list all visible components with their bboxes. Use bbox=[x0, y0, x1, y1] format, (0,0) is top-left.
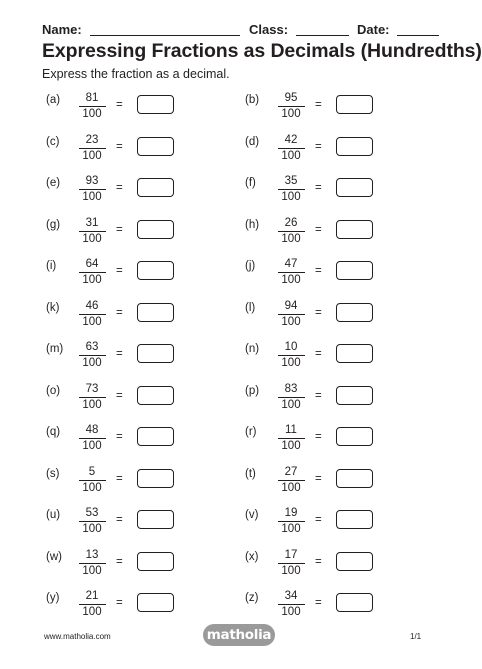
fraction bbox=[75, 466, 109, 495]
fraction bbox=[75, 424, 109, 453]
equals-sign: = bbox=[116, 182, 123, 194]
instruction-text: Express the fraction as a decimal. bbox=[42, 67, 230, 81]
equals-sign: = bbox=[116, 514, 123, 526]
equals-sign: = bbox=[315, 597, 322, 609]
fraction bbox=[75, 92, 109, 121]
answer-box[interactable] bbox=[137, 552, 174, 571]
fraction-denominator: 100 bbox=[82, 357, 102, 369]
equals-sign: = bbox=[315, 514, 322, 526]
fraction-bar bbox=[278, 355, 305, 356]
answer-box[interactable] bbox=[137, 303, 174, 322]
equals-sign: = bbox=[315, 555, 322, 568]
question-item bbox=[245, 341, 405, 375]
date-field[interactable] bbox=[397, 35, 439, 36]
question-label: (m) bbox=[46, 343, 64, 355]
question-item bbox=[46, 424, 206, 458]
fraction-bar bbox=[278, 231, 305, 232]
question-item bbox=[245, 590, 405, 624]
fraction-denominator: 100 bbox=[281, 523, 301, 535]
fraction-bar bbox=[278, 563, 305, 564]
equals-sign: = bbox=[116, 223, 123, 236]
equals-sign: = bbox=[116, 99, 123, 111]
answer-box[interactable] bbox=[336, 386, 373, 405]
question-label: (s) bbox=[46, 467, 60, 480]
fraction bbox=[274, 549, 308, 578]
fraction-denominator: 100 bbox=[82, 232, 102, 245]
fraction-numerator: 47 bbox=[284, 258, 298, 270]
fraction-denominator: 100 bbox=[82, 191, 102, 203]
answer-box[interactable] bbox=[336, 220, 373, 239]
fraction-denominator: 100 bbox=[281, 149, 301, 162]
question-item bbox=[46, 258, 206, 292]
fraction-bar bbox=[79, 231, 106, 232]
question-label: (k) bbox=[46, 301, 60, 314]
question-item bbox=[245, 466, 405, 500]
fraction-numerator: 21 bbox=[85, 590, 99, 602]
fraction-bar bbox=[79, 397, 106, 398]
fraction-denominator: 100 bbox=[82, 108, 102, 120]
fraction-numerator: 81 bbox=[85, 92, 99, 104]
question-item bbox=[245, 383, 405, 417]
fraction-bar bbox=[79, 189, 106, 190]
fraction-bar bbox=[79, 438, 106, 439]
fraction-denominator: 100 bbox=[281, 357, 301, 369]
answer-box[interactable] bbox=[336, 178, 373, 197]
question-item bbox=[245, 217, 405, 251]
fraction-bar bbox=[79, 148, 106, 149]
question-label: (w) bbox=[46, 550, 62, 563]
question-label: (y) bbox=[46, 592, 60, 604]
footer-url: www.matholia.com bbox=[44, 632, 111, 641]
question-item bbox=[245, 175, 405, 209]
fraction-numerator: 48 bbox=[85, 424, 99, 436]
fraction bbox=[274, 258, 308, 287]
equals-sign: = bbox=[116, 140, 123, 153]
question-item bbox=[46, 300, 206, 334]
answer-box[interactable] bbox=[137, 386, 174, 405]
fraction-numerator: 46 bbox=[85, 299, 99, 312]
fraction-denominator: 100 bbox=[82, 523, 102, 535]
fraction bbox=[75, 383, 109, 412]
question-label: (o) bbox=[46, 384, 61, 397]
fraction-denominator: 100 bbox=[281, 191, 301, 203]
fraction-bar bbox=[278, 106, 305, 107]
question-label: (t) bbox=[245, 467, 256, 480]
fraction bbox=[274, 590, 308, 619]
fraction bbox=[75, 507, 109, 536]
fraction-numerator: 94 bbox=[284, 299, 298, 312]
fraction bbox=[75, 341, 109, 370]
answer-box[interactable] bbox=[336, 261, 373, 280]
question-item bbox=[46, 466, 206, 500]
equals-sign: = bbox=[116, 389, 123, 402]
fraction-bar bbox=[278, 314, 305, 315]
equals-sign: = bbox=[116, 555, 123, 568]
fraction-denominator: 100 bbox=[281, 398, 301, 411]
fraction-numerator: 23 bbox=[85, 133, 99, 146]
question-label: (u) bbox=[46, 509, 61, 521]
question-label: (j) bbox=[245, 260, 256, 272]
fraction-numerator: 93 bbox=[85, 175, 99, 187]
question-label: (z) bbox=[245, 592, 259, 604]
fraction-numerator: 73 bbox=[85, 382, 99, 395]
question-item bbox=[46, 175, 206, 209]
fraction bbox=[75, 549, 109, 578]
question-item bbox=[245, 507, 405, 541]
question-label: (b) bbox=[245, 94, 260, 106]
fraction bbox=[75, 258, 109, 287]
question-label: (f) bbox=[245, 177, 256, 189]
answer-box[interactable] bbox=[137, 261, 174, 280]
equals-sign: = bbox=[116, 265, 123, 277]
question-label: (r) bbox=[245, 426, 257, 438]
equals-sign: = bbox=[315, 389, 322, 402]
fraction-numerator: 95 bbox=[284, 92, 298, 104]
fraction-denominator: 100 bbox=[281, 274, 301, 286]
equals-sign: = bbox=[116, 472, 123, 485]
fraction-numerator: 19 bbox=[284, 507, 298, 519]
fraction-denominator: 100 bbox=[82, 606, 102, 618]
fraction bbox=[274, 92, 308, 121]
answer-box[interactable] bbox=[336, 427, 373, 446]
question-label: (n) bbox=[245, 343, 260, 355]
fraction-denominator: 100 bbox=[281, 440, 301, 452]
fraction-numerator: 5 bbox=[88, 465, 96, 478]
equals-sign: = bbox=[116, 348, 123, 360]
question-item bbox=[245, 424, 405, 458]
fraction-denominator: 100 bbox=[281, 108, 301, 120]
fraction-numerator: 17 bbox=[284, 548, 298, 561]
fraction-numerator: 64 bbox=[85, 258, 99, 270]
equals-sign: = bbox=[116, 597, 123, 609]
fraction-bar bbox=[278, 189, 305, 190]
fraction bbox=[274, 300, 308, 329]
answer-box[interactable] bbox=[336, 593, 373, 612]
fraction-bar bbox=[79, 480, 106, 481]
answer-box[interactable] bbox=[137, 344, 174, 363]
fraction-bar bbox=[278, 148, 305, 149]
page-number: 1/1 bbox=[410, 632, 422, 641]
answer-box[interactable] bbox=[137, 137, 174, 156]
fraction bbox=[274, 134, 308, 163]
fraction-bar bbox=[278, 604, 305, 605]
question-item bbox=[46, 549, 206, 583]
fraction-bar bbox=[278, 438, 305, 439]
fraction-numerator: 83 bbox=[284, 382, 298, 395]
fraction bbox=[274, 341, 308, 370]
answer-box[interactable] bbox=[336, 344, 373, 363]
fraction-numerator: 10 bbox=[284, 341, 298, 353]
fraction bbox=[75, 134, 109, 163]
fraction-denominator: 100 bbox=[281, 232, 301, 245]
fraction-denominator: 100 bbox=[281, 606, 301, 618]
fraction-denominator: 100 bbox=[82, 440, 102, 452]
fraction-denominator: 100 bbox=[82, 149, 102, 162]
fraction-bar bbox=[79, 272, 106, 273]
equals-sign: = bbox=[315, 348, 322, 360]
equals-sign: = bbox=[315, 99, 322, 111]
equals-sign: = bbox=[315, 431, 322, 443]
question-item bbox=[245, 258, 405, 292]
fraction bbox=[274, 507, 308, 536]
question-label: (p) bbox=[245, 384, 260, 397]
name-field[interactable] bbox=[90, 35, 240, 36]
question-item bbox=[245, 549, 405, 583]
question-item bbox=[245, 300, 405, 334]
fraction-numerator: 31 bbox=[85, 216, 99, 229]
question-label: (v) bbox=[245, 509, 259, 521]
question-label: (a) bbox=[46, 94, 61, 106]
fraction bbox=[274, 217, 308, 246]
equals-sign: = bbox=[315, 265, 322, 277]
equals-sign: = bbox=[315, 306, 322, 319]
equals-sign: = bbox=[315, 472, 322, 485]
fraction-numerator: 34 bbox=[284, 590, 298, 602]
fraction bbox=[75, 175, 109, 204]
fraction-bar bbox=[278, 272, 305, 273]
fraction-bar bbox=[278, 521, 305, 522]
fraction-bar bbox=[278, 397, 305, 398]
matholia-logo: matholia bbox=[203, 624, 275, 646]
fraction-bar bbox=[79, 106, 106, 107]
fraction-denominator: 100 bbox=[82, 274, 102, 286]
question-item bbox=[46, 341, 206, 375]
fraction-denominator: 100 bbox=[82, 481, 102, 494]
question-item bbox=[46, 134, 206, 168]
answer-box[interactable] bbox=[137, 469, 174, 488]
question-item bbox=[46, 590, 206, 624]
question-label: (d) bbox=[245, 135, 260, 148]
fraction-denominator: 100 bbox=[281, 315, 301, 328]
answer-box[interactable] bbox=[336, 510, 373, 529]
question-item bbox=[245, 92, 405, 126]
question-label: (x) bbox=[245, 550, 259, 563]
fraction bbox=[75, 300, 109, 329]
fraction-numerator: 11 bbox=[285, 424, 297, 436]
answer-box[interactable] bbox=[137, 593, 174, 612]
question-label: (q) bbox=[46, 426, 61, 438]
worksheet-title: Expressing Fractions as Decimals (Hundredths) bbox=[42, 40, 482, 62]
fraction bbox=[274, 383, 308, 412]
fraction-denominator: 100 bbox=[82, 564, 102, 577]
answer-box[interactable] bbox=[137, 95, 174, 114]
class-label: Class: bbox=[249, 22, 289, 37]
equals-sign: = bbox=[116, 431, 123, 443]
name-label: Name: bbox=[42, 22, 82, 37]
fraction-numerator: 42 bbox=[284, 133, 298, 146]
equals-sign: = bbox=[315, 182, 322, 194]
fraction-denominator: 100 bbox=[281, 564, 301, 577]
answer-box[interactable] bbox=[137, 510, 174, 529]
fraction-bar bbox=[79, 604, 106, 605]
question-item bbox=[46, 507, 206, 541]
fraction bbox=[75, 217, 109, 246]
question-item bbox=[245, 134, 405, 168]
question-label: (e) bbox=[46, 177, 61, 189]
equals-sign: = bbox=[315, 223, 322, 236]
fraction-bar bbox=[79, 355, 106, 356]
question-item bbox=[46, 383, 206, 417]
answer-box[interactable] bbox=[336, 469, 373, 488]
fraction-denominator: 100 bbox=[281, 481, 301, 494]
answer-box[interactable] bbox=[137, 427, 174, 446]
fraction-bar bbox=[79, 563, 106, 564]
answer-box[interactable] bbox=[336, 552, 373, 571]
answer-box[interactable] bbox=[137, 178, 174, 197]
answer-box[interactable] bbox=[336, 303, 373, 322]
worksheet-header bbox=[42, 22, 442, 40]
question-item bbox=[46, 217, 206, 251]
question-label: (i) bbox=[46, 260, 57, 272]
fraction-numerator: 27 bbox=[284, 465, 298, 478]
question-label: (c) bbox=[46, 135, 60, 148]
equals-sign: = bbox=[315, 140, 322, 153]
fraction-numerator: 63 bbox=[85, 341, 99, 353]
fraction-denominator: 100 bbox=[82, 315, 102, 328]
class-field[interactable] bbox=[296, 35, 349, 36]
fraction-numerator: 35 bbox=[284, 175, 298, 187]
question-item bbox=[46, 92, 206, 126]
fraction bbox=[75, 590, 109, 619]
date-label: Date: bbox=[357, 22, 390, 37]
answer-box[interactable] bbox=[137, 220, 174, 239]
fraction-bar bbox=[79, 314, 106, 315]
fraction bbox=[274, 175, 308, 204]
fraction-bar bbox=[79, 521, 106, 522]
fraction-numerator: 26 bbox=[284, 216, 298, 229]
fraction bbox=[274, 466, 308, 495]
fraction-numerator: 53 bbox=[85, 507, 99, 519]
answer-box[interactable] bbox=[336, 137, 373, 156]
question-label: (h) bbox=[245, 218, 260, 231]
fraction-bar bbox=[278, 480, 305, 481]
answer-box[interactable] bbox=[336, 95, 373, 114]
fraction bbox=[274, 424, 308, 453]
question-label: (l) bbox=[245, 301, 256, 314]
fraction-numerator: 13 bbox=[85, 548, 99, 561]
equals-sign: = bbox=[116, 306, 123, 319]
fraction-denominator: 100 bbox=[82, 398, 102, 411]
question-label: (g) bbox=[46, 218, 61, 231]
